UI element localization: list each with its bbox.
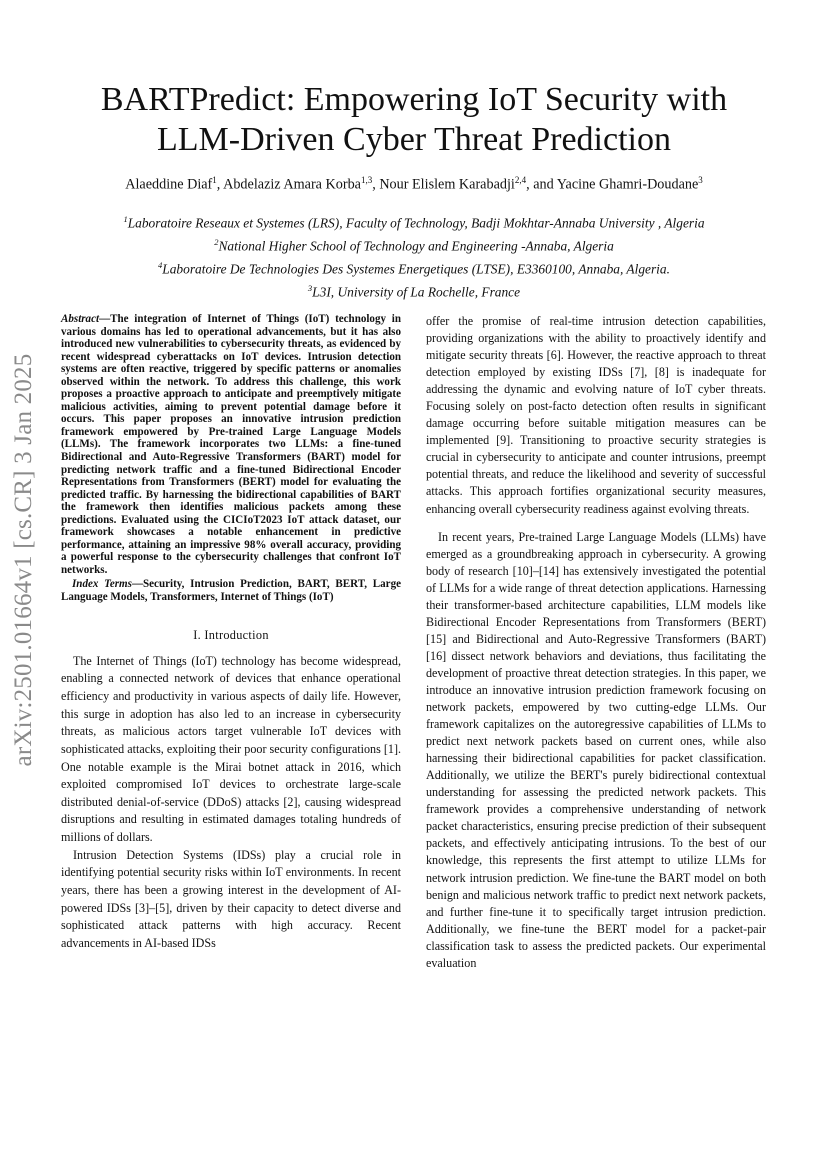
body-paragraph: In recent years, Pre-trained Large Language Models (LLMs) have emerged as a groundbreaking approach in cybersecurity. A growing body of research [10]–[14] has extensively investigated the potential of LLMs for a wide range of threat detection applications. Harnessing their transformer-based architecture capabilities, LLM models like Bidirectional Encoder Representations from Transformers (BERT) [15] and Bidirectional and Auto-Regressive Transformers (BART) [16] dissect network behaviors and deviations, thus facilitating the development of proactive threat detection strategies. In this paper, we introduce an innovative intrusion prediction framework focusing on network packets, empowered by two cutting-edge LLMs. Our framework capitalizes on the autoregressive capabilities of LLMs to predict next network packets based on current ones, while also harnessing their bidirectional capabilities for packet classification. Additionally, we utilize the BERT's purely bidirectional contextual understanding for assessing the predicted network packets. This framework provides a comprehensive understanding of network packet characteristics, ensuring precise prediction of their subsequent packets, and effectively anticipating intrusions. To the best of our knowledge, this represents the first attempt to utilize LLMs for network intrusion prediction. We fine-tune the BART model on both benign and malicious network traffic to predict next network packets, and further fine-tune it to specifically target intrusion prediction. Additionally, we fine-tune the BERT model for a packet-pair classification task to assess the predicted packets. Our experimental evaluation	[426, 529, 766, 970]
body-paragraph: The Internet of Things (IoT) technology has become widespread, enabling a connected network of devices that enhance operational efficiency and productivity in various aspects of daily life. However, this surge in adoption has also led to an increase in cybersecurity threats, as malicious actors target vulnerable IoT devices with sophisticated attacks, exploiting their poor security configurations [1]. One notable example is the Mirai botnet attack in 2016, which exploited compromised IoT devices to orchestrate large-scale distributed denial-of-service (DDoS) attacks [2], causing widespread disruptions and resulting in estimated damages totaling hundreds of millions of dollars.	[61, 653, 401, 845]
arxiv-sidebar-stamp	[4, 250, 44, 870]
author-name: Abdelaziz Amara Korba	[223, 176, 361, 193]
author-affiliation-mark: 3	[698, 175, 703, 185]
author-affiliation-mark: 2,4	[514, 175, 527, 185]
paper-title	[60, 80, 768, 160]
abstract-text: —The integration of Internet of Things (IoT) technology in various domains has led to operational advancements, but it has also introduced new vulnerabilities to cybersecurity threats, as evidenced by recent widespread cyberattacks on IoT devices. Intrusion detection systems are often reactive, triggered by specific patterns or anomalies observed within the network. To address this challenge, this work proposes a proactive approach to anticipate and preemptively mitigate malicious activities, aiming to prevent potential damage before it occurs. This paper proposes an innovative intrusion prediction framework empowered by Pre-trained Large Language Models (LLMs). The framework incorporates two LLMs: a fine-tuned Bidirectional and Auto-Regressive Transformers (BART) model for predicting network traffic and a fine-tuned Bidirectional Encoder Representations from Transformers (BERT) model for evaluating the predicted traffic. By harnessing the bidirectional capabilities of BART the framework then identifies malicious packets among these predictions. Evaluated using the CICIoT2023 IoT attack dataset, our framework showcases a notable enhancement in predictive performance, attaining an impressive 98% overall accuracy, providing a powerful response to the cybersecurity challenges that confront IoT networks.	[61, 313, 401, 576]
paragraph-gap	[426, 518, 766, 529]
affiliation-line	[40, 233, 788, 256]
body-paragraph: offer the promise of real-time intrusion detection capabilities, providing organizations with the ability to proactively identify and mitigate security threats [6]. However, the reactive approach to threat detection employed by existing IDSs [7], [8] is inadequate for addressing the dynamic and evolving nature of IoT cyber threats. Focusing solely on post-facto detection often results in significant damage occurring before suitable mitigation measures can be implemented [9]. Transitioning to proactive security strategies is crucial in cybersecurity to anticipate and counter intrusions, preempt potential threats, and reduce the likelihood and severity of successful attacks. This approach fortifies organizational security measures, enhancing overall cybersecurity readiness against evolving threats.	[426, 314, 766, 516]
right-column	[426, 313, 766, 972]
affiliation-list	[40, 210, 788, 302]
author-affiliation-mark: 1	[212, 175, 217, 185]
title-line-2: LLM-Driven Cyber Threat Prediction	[157, 121, 671, 158]
section-heading-introduction: I. Introduction	[193, 627, 269, 642]
arxiv-identifier: arXiv:2501.01664v1 [cs.CR] 3 Jan 2025	[10, 353, 37, 767]
affiliation-mark: 2	[214, 237, 219, 248]
author-separator: ,	[216, 176, 224, 193]
author-separator: , and	[526, 176, 557, 193]
body-paragraph: Intrusion Detection Systems (IDSs) play a crucial role in identifying potential security risks within IoT environments. In recent years, there has been a growing interest in the development of AI-powered IDSs [3]–[5], driven by their capacity to detect diverse and sophisticated attack patterns with high accuracy. Recent advancements in AI-based IDSs	[61, 847, 401, 951]
affiliation-text: L3I, University of La Rochelle, France	[312, 284, 521, 300]
author-name: Nour Elislem Karabadji	[379, 176, 515, 193]
abstract-label: Abstract	[61, 313, 100, 325]
affiliation-line	[40, 279, 788, 302]
abstract	[61, 313, 401, 576]
index-terms-label: Index Terms	[72, 578, 132, 591]
author-separator: ,	[372, 176, 380, 193]
affiliation-line	[40, 256, 788, 279]
affiliation-mark: 1	[123, 214, 128, 224]
author-name: Yacine Ghamri-Doudane	[556, 176, 699, 193]
affiliation-line	[40, 210, 788, 233]
affiliation-text: Laboratoire Reseaux et Systemes (LRS), Faculty of Technology, Badji Mokhtar-Annaba University , Algeria	[127, 215, 705, 231]
author-affiliation-mark: 1,3	[360, 175, 373, 185]
title-line-1: BARTPredict: Empowering IoT Security with	[100, 81, 728, 118]
index-terms-text: —Security, Intrusion Prediction, BART, BERT, Large Language Models, Transformers, Internet of Things (IoT)	[61, 578, 401, 604]
affiliation-mark: 3	[307, 283, 313, 294]
affiliation-text: Laboratoire De Technologies Des Systemes Energetiques (LTSE), E3360100, Annaba, Algeria.	[162, 261, 670, 277]
author-name: Alaeddine Diaf	[125, 176, 213, 193]
left-column	[61, 313, 401, 953]
index-terms	[61, 578, 401, 603]
affiliation-mark: 4	[158, 260, 163, 271]
author-list	[40, 175, 788, 194]
affiliation-text: National Higher School of Technology and Engineering -Annaba, Algeria	[218, 238, 614, 254]
